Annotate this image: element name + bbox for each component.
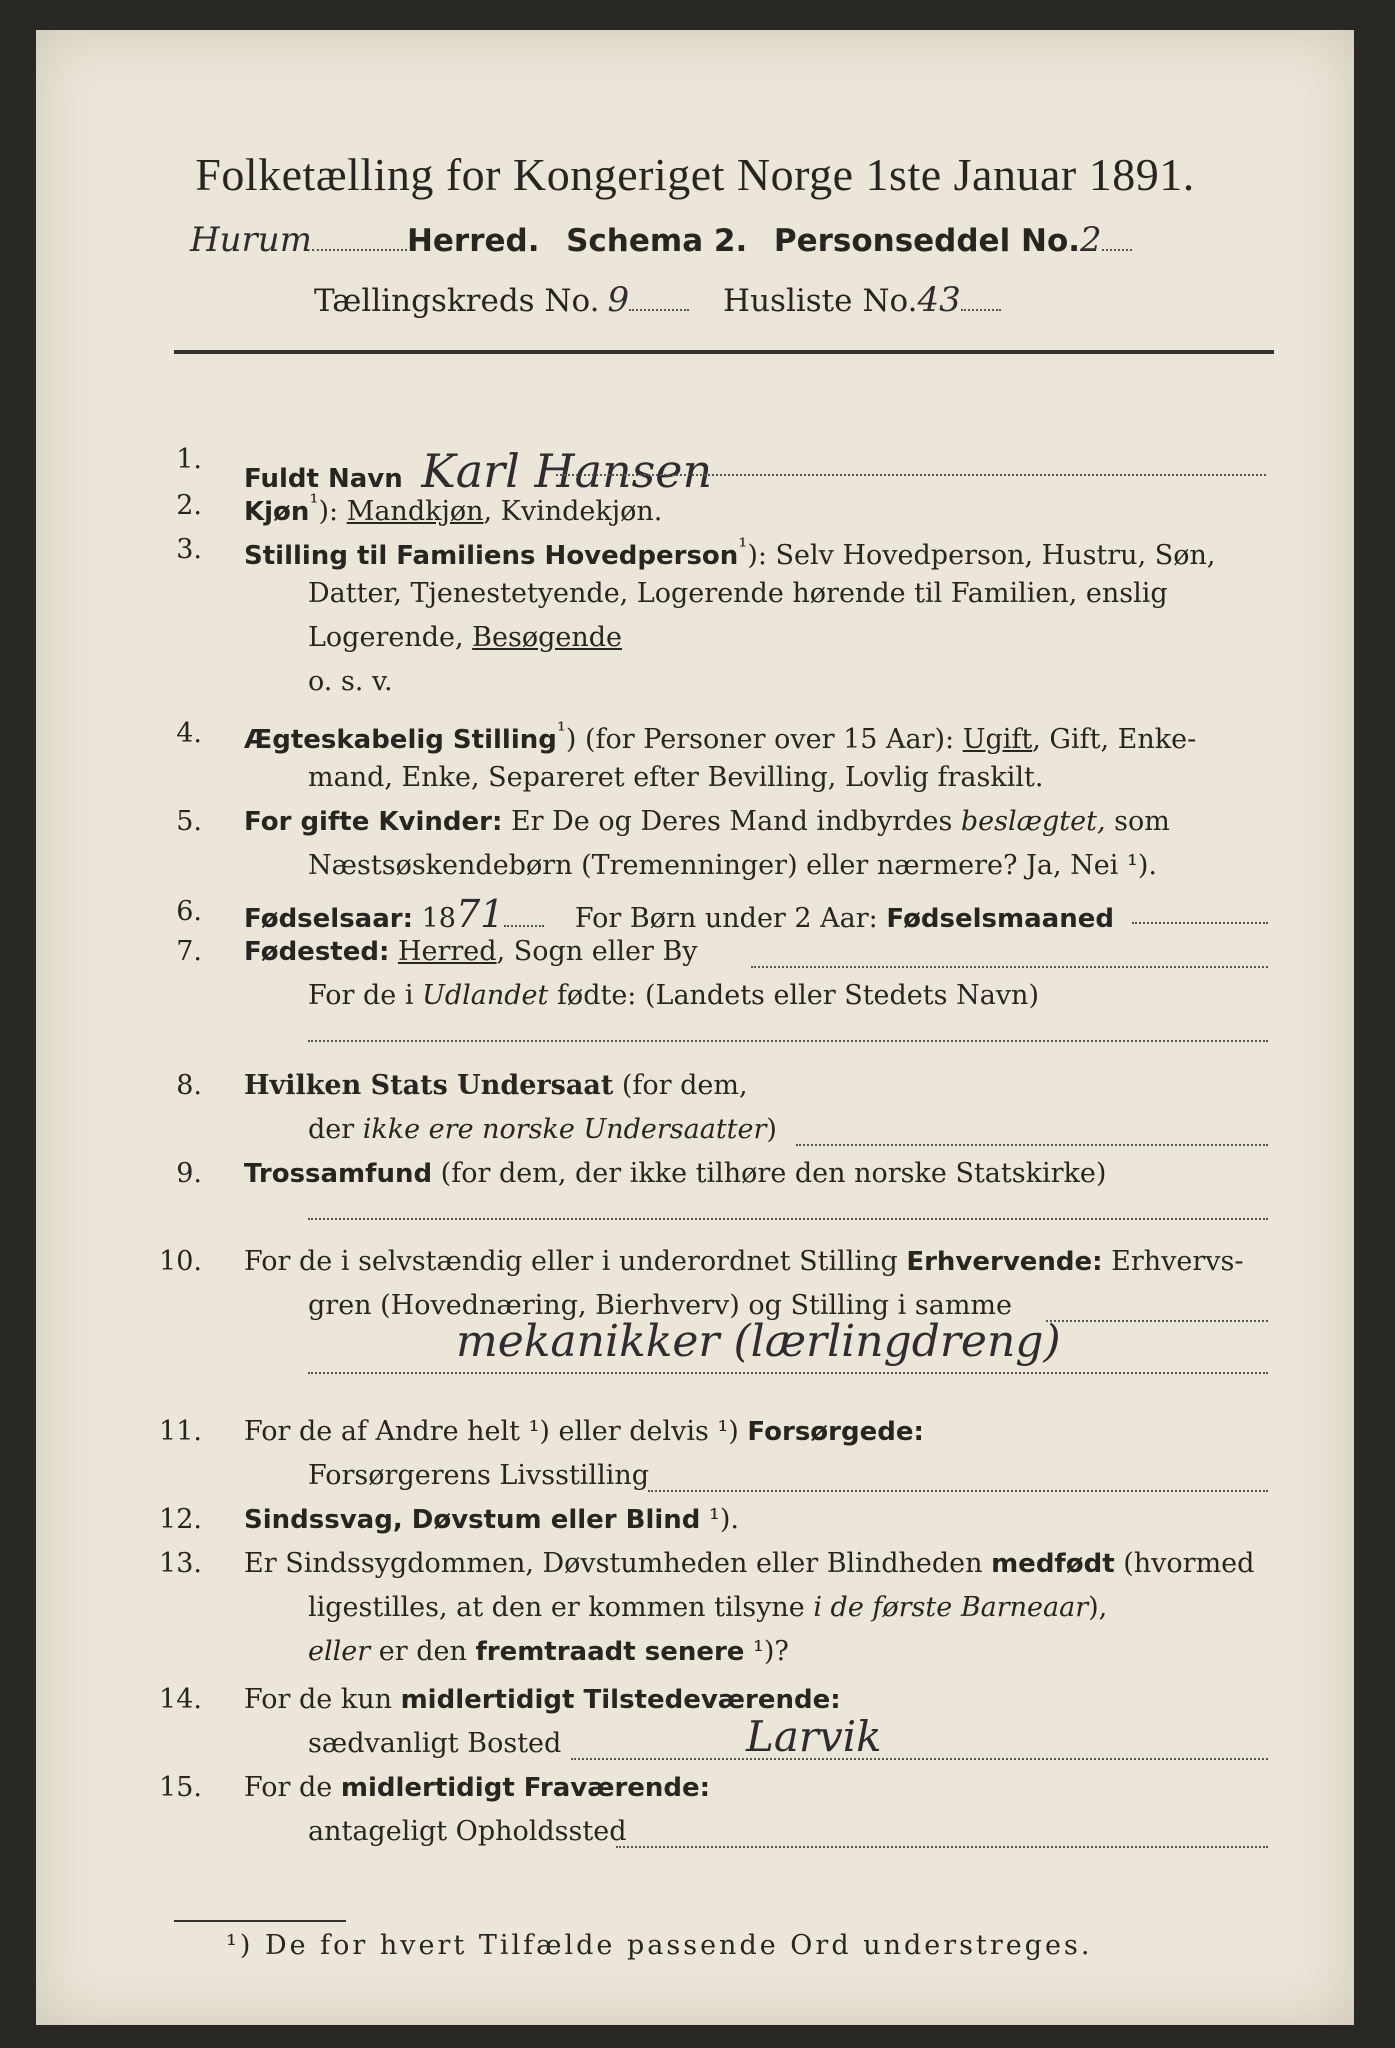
q3-number: 3. <box>176 534 202 565</box>
q15-dotline <box>616 1846 1268 1848</box>
census-form-sheet <box>36 30 1354 2025</box>
personseddel-handwritten: 2 <box>1080 220 1102 260</box>
q13-line1 <box>244 1548 1254 1579</box>
q7-line1 <box>244 936 698 967</box>
q14-text1: For de kun <box>244 1684 401 1715</box>
q12-number: 12. <box>159 1504 202 1535</box>
form-title: Folketælling for Kongeriget Norge 1ste Januar 1891. <box>195 149 1195 200</box>
q7-italic: Udlandet <box>422 980 549 1011</box>
q7-text: , Sogn eller By <box>496 936 698 967</box>
q2-line <box>244 490 662 527</box>
q14-dotline <box>571 1758 1268 1760</box>
q14-handwritten-bosted: Larvik <box>746 1712 882 1761</box>
q6-prefix: 18 <box>413 903 456 934</box>
q5-number: 5. <box>176 806 202 837</box>
q9-line <box>244 1158 1106 1189</box>
q10-text2: gren (Hovednæring, Bierhverv) og Stilling i samme <box>308 1290 1013 1321</box>
q8-number: 8. <box>176 1070 202 1101</box>
q15-line1 <box>244 1772 710 1803</box>
q2-label: Kjøn <box>244 497 310 527</box>
q11-text2: Forsørgerens Livsstilling <box>308 1460 650 1491</box>
q10-handwritten-occupation: mekanikker (lærlingdreng) <box>456 1316 1061 1367</box>
q11-number: 11. <box>159 1416 202 1447</box>
q7-text2b: fødte: (Landets eller Stedets Navn) <box>548 980 1039 1011</box>
q14-number: 14. <box>159 1684 202 1715</box>
q15-label: midlertidigt Fraværende: <box>340 1773 711 1803</box>
q3-option-besogende: Besøgende <box>472 622 623 653</box>
q6-handwritten-year: 71 <box>455 892 505 936</box>
q2-text-b: , Kvindekjøn. <box>483 496 663 527</box>
q13-italic: i de første Barneaar <box>813 1592 1089 1623</box>
q5-line1 <box>244 806 1170 837</box>
q9-label: Trossamfund <box>244 1159 433 1189</box>
husliste-handwritten: 43 <box>917 280 961 320</box>
q3-text3: Logerende, <box>308 622 473 653</box>
q11-dotline <box>648 1490 1268 1492</box>
q3-label: Stilling til Familiens Hovedperson <box>244 541 739 571</box>
q6-line <box>244 892 1114 936</box>
q1-handwritten-name: Karl Hansen <box>421 444 713 498</box>
q2-text-a: ): <box>318 496 347 527</box>
q10-label: Erhvervende: <box>906 1247 1103 1277</box>
q13-label2: fremtraadt senere <box>475 1637 745 1667</box>
q10-dotline2 <box>308 1372 1268 1374</box>
q11-label: Forsørgede: <box>747 1417 924 1447</box>
q13-italic2: eller <box>308 1636 371 1667</box>
q13-number: 13. <box>159 1548 202 1579</box>
q5-italic: beslægtet, <box>960 806 1106 837</box>
q9-text: (for dem, der ikke tilhøre den norske Statskirke) <box>432 1158 1107 1189</box>
q8-text2a: der <box>308 1114 363 1145</box>
q10-number: 10. <box>159 1246 202 1277</box>
q3-text1: ): Selv Hovedperson, Hustru, Søn, <box>747 540 1216 571</box>
header-rule <box>174 350 1274 354</box>
herred-label: Herred. <box>406 223 540 259</box>
q13-text3b: ¹)? <box>744 1636 789 1667</box>
q13-text1a: Er Sindssygdommen, Døvstumheden eller Blindheden <box>244 1548 992 1579</box>
q5-text1b: som <box>1105 806 1170 837</box>
q4-option-ugift: Ugift <box>962 724 1033 755</box>
q8-line2 <box>308 1114 777 1145</box>
q10-dotline1 <box>1046 1320 1268 1322</box>
q5-text2: Næstsøskendebørn (Tremenninger) eller nærmere? Ja, Nei ¹). <box>308 850 1157 881</box>
schema-label: Schema 2. <box>566 223 748 259</box>
personseddel-label: Personseddel No. <box>773 223 1081 259</box>
q7-text2a: For de i <box>308 980 423 1011</box>
q5-text1: Er De og Deres Mand indbyrdes <box>502 806 961 837</box>
q7-line2 <box>308 980 1039 1011</box>
q10-text1b: Erhvervs- <box>1102 1246 1244 1277</box>
q4-number: 4. <box>176 718 202 749</box>
q1-label: Fuldt Navn <box>244 464 403 494</box>
q13-text3a: er den <box>370 1636 476 1667</box>
q13-line2 <box>308 1592 1107 1623</box>
kreds-handwritten: 9 <box>607 280 630 320</box>
q10-text1a: For de i selvstændig eller i underordnet Stilling <box>244 1246 907 1277</box>
q13-label: medfødt <box>991 1549 1115 1579</box>
q7-dotline1 <box>751 966 1268 968</box>
q6-dotline <box>1132 922 1268 924</box>
q3-text4: o. s. v. <box>308 666 393 697</box>
q15-text1: For de <box>244 1772 341 1803</box>
footnote-rule <box>174 1920 346 1922</box>
q2-number: 2. <box>176 490 202 521</box>
q14-text2: sædvanligt Bosted <box>308 1728 562 1759</box>
q7-dotline2 <box>308 1040 1268 1042</box>
q7-number: 7. <box>176 936 202 967</box>
q5-label: For gifte Kvinder: <box>244 807 503 837</box>
q9-dotline <box>308 1218 1268 1220</box>
q3-line1: Stilling til Familiens Hovedperson$^{^1}$): Selv Hovedperson, Hustru, Søn, <box>244 534 1216 571</box>
q11-line1 <box>244 1416 924 1447</box>
q13-text2a: ligestilles, at den er kommen tilsyne <box>308 1592 814 1623</box>
q8-italic: ikke ere norske Undersaatter <box>362 1114 767 1145</box>
q4-text1: ) (for Personer over 15 Aar): <box>565 724 963 755</box>
q4-label: Ægteskabelig Stilling <box>244 725 557 755</box>
q8-text1: (for dem, <box>613 1070 748 1101</box>
herred-handwritten: Hurum <box>190 220 312 260</box>
q8-line1 <box>244 1070 748 1101</box>
q12-text: ¹). <box>700 1504 739 1535</box>
q4-text1b: , Gift, Enke- <box>1032 724 1197 755</box>
q2-option-mandkjon: Mandkjøn <box>346 496 484 527</box>
q12-line <box>244 1504 739 1535</box>
q3-text2: Datter, Tjenestetyende, Logerende hørende til Familien, enslig <box>308 578 1168 609</box>
q2-sup: ¹ <box>309 490 319 516</box>
herred-line <box>190 220 1132 260</box>
q4-line1: Ægteskabelig Stilling$^{^1}$) (for Personer over 15 Aar): Ugift, Gift, Enke- <box>244 718 1197 755</box>
q15-number: 15. <box>159 1772 202 1803</box>
husliste-label: Husliste No. <box>723 283 918 319</box>
q13-text2b: ), <box>1088 1592 1108 1623</box>
q8-dotline <box>796 1144 1268 1146</box>
q6-number: 6. <box>176 896 202 927</box>
q8-label: Hvilken Stats Undersaat <box>244 1070 614 1101</box>
q3-line3 <box>308 622 622 653</box>
footnote: ¹) De for hvert Tilfælde passende Ord understreges. <box>226 1930 1093 1961</box>
kreds-label: Tællingskreds No. <box>314 283 600 319</box>
q6-label2: Fødselsmaaned <box>886 904 1114 934</box>
q10-line1 <box>244 1246 1244 1277</box>
q7-label: Fødested: <box>244 937 390 967</box>
q6-text: For Børn under 2 Aar: <box>574 903 887 934</box>
q1-number: 1. <box>176 444 202 475</box>
q6-label: Fødselsaar: <box>244 904 413 934</box>
q14-label: midlertidigt Tilstedeværende: <box>400 1685 841 1715</box>
q14-line1 <box>244 1684 841 1715</box>
kreds-line <box>314 280 1001 320</box>
q7-option-herred: Herred <box>397 936 497 967</box>
q13-text1b: (hvormed <box>1114 1548 1255 1579</box>
q15-text2: antageligt Opholdssted <box>308 1816 627 1847</box>
q12-label: Sindssvag, Døvstum eller Blind <box>244 1505 701 1535</box>
q1-dotline <box>556 474 1266 476</box>
q9-number: 9. <box>176 1158 202 1189</box>
q11-text1: For de af Andre helt ¹) eller delvis ¹) <box>244 1416 748 1447</box>
q13-line3 <box>308 1636 789 1667</box>
q8-text2b: ) <box>766 1114 777 1145</box>
q4-text2: mand, Enke, Separeret efter Bevilling, Lovlig fraskilt. <box>308 762 1044 793</box>
